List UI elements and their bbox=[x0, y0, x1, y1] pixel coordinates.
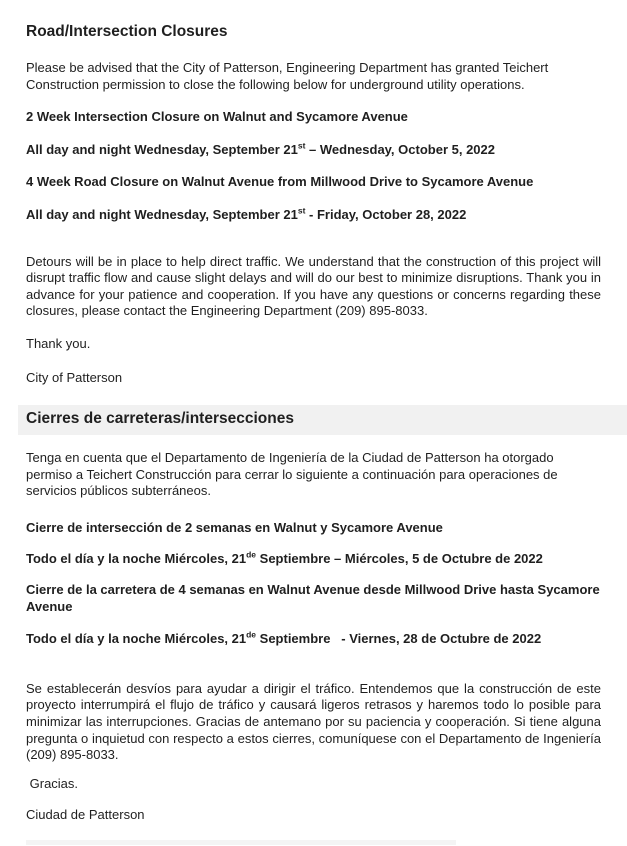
english-closure2-title: 4 Week Road Closure on Walnut Avenue from Millwood Drive to Sycamore Avenue bbox=[26, 174, 534, 190]
english-closure2-date-post: - Friday, October 28, 2022 bbox=[305, 206, 467, 222]
spanish-closure1-date-post: Septiembre – Miércoles, 5 de Octubre de 2022 bbox=[256, 550, 543, 566]
spanish-closure1-date-pre: Todo el día y la noche Miércoles, 21 bbox=[26, 550, 247, 566]
english-intro-paragraph: Please be advised that the City of Patterson, Engineering Department has granted Teichert Construction permission to close the following below for underground utility operations. bbox=[26, 60, 549, 92]
english-signature: City of Patterson bbox=[26, 369, 123, 385]
spanish-closure1-date bbox=[26, 551, 601, 568]
english-closure2-date bbox=[26, 207, 601, 224]
english-closure2-date-superscript: st bbox=[297, 205, 306, 216]
english-closure1-date-superscript: st bbox=[297, 140, 306, 151]
english-closure1-date-pre: All day and night Wednesday, September 21 bbox=[26, 141, 298, 157]
spanish-closure2-date-superscript: de bbox=[246, 629, 257, 640]
spanish-intro-paragraph: Tenga en cuenta que el Departamento de Ingeniería de la Ciudad de Patterson ha otorgado permiso a Teichert Construcción para cerrar lo siguiente a continuación para operaciones de servicios públicos subterráneos. bbox=[26, 450, 558, 499]
english-closure1-date bbox=[26, 142, 601, 159]
spanish-closure1-title: Cierre de intersección de 2 semanas en Walnut y Sycamore Avenue bbox=[26, 519, 443, 535]
english-closure1-date-post: – Wednesday, October 5, 2022 bbox=[305, 141, 495, 157]
spanish-thanks-line: Gracias. bbox=[26, 775, 79, 791]
english-closure1-title: 2 Week Intersection Closure on Walnut and Sycamore Avenue bbox=[26, 109, 408, 125]
spanish-closure2-date bbox=[26, 631, 601, 648]
english-thanks-line: Thank you. bbox=[26, 335, 91, 351]
spanish-closure1-date-superscript: de bbox=[246, 549, 257, 560]
english-detours-paragraph: Detours will be in place to help direct traffic. We understand that the construction of this project will disrupt traffic flow and cause slight delays and will do our best to minimize disruptions. Thank you in advance for your patience and cooperation. If you have any questions or concerns regarding these closures, please contact the Engineering Department (209) 895-8033. bbox=[26, 253, 601, 319]
english-section-heading: Road/Intersection Closures bbox=[26, 23, 228, 40]
spanish-detours-paragraph: Se establecerán desvíos para ayudar a dirigir el tráfico. Entendemos que la construcción de este proyecto interrumpirá el flujo de tráfico y causará ligeros retrasos y haremos todo lo posible para minimizar las interrupciones. Gracias de antemano por su paciencia y cooperación. Si tiene alguna pregunta o inquietud con respecto a estos cierres, comuníquese con el Departamento de Ingeniería (209) 895-8033. bbox=[26, 680, 601, 763]
spanish-closure2-date-post: Septiembre - Viernes, 28 de Octubre de 2022 bbox=[256, 631, 542, 647]
spanish-section-heading: Cierres de carreteras/intersecciones bbox=[26, 410, 294, 428]
spanish-closure2-title: Cierre de la carretera de 4 semanas en Walnut Avenue desde Millwood Drive hasta Sycamore Avenue bbox=[26, 582, 600, 614]
spanish-closure2-date-pre: Todo el día y la noche Miércoles, 21 bbox=[26, 631, 247, 647]
cutoff-highlight-band bbox=[26, 840, 456, 845]
spanish-signature: Ciudad de Patterson bbox=[26, 807, 145, 823]
spanish-heading-highlight-band bbox=[18, 405, 627, 435]
english-closure2-date-pre: All day and night Wednesday, September 21 bbox=[26, 206, 298, 222]
